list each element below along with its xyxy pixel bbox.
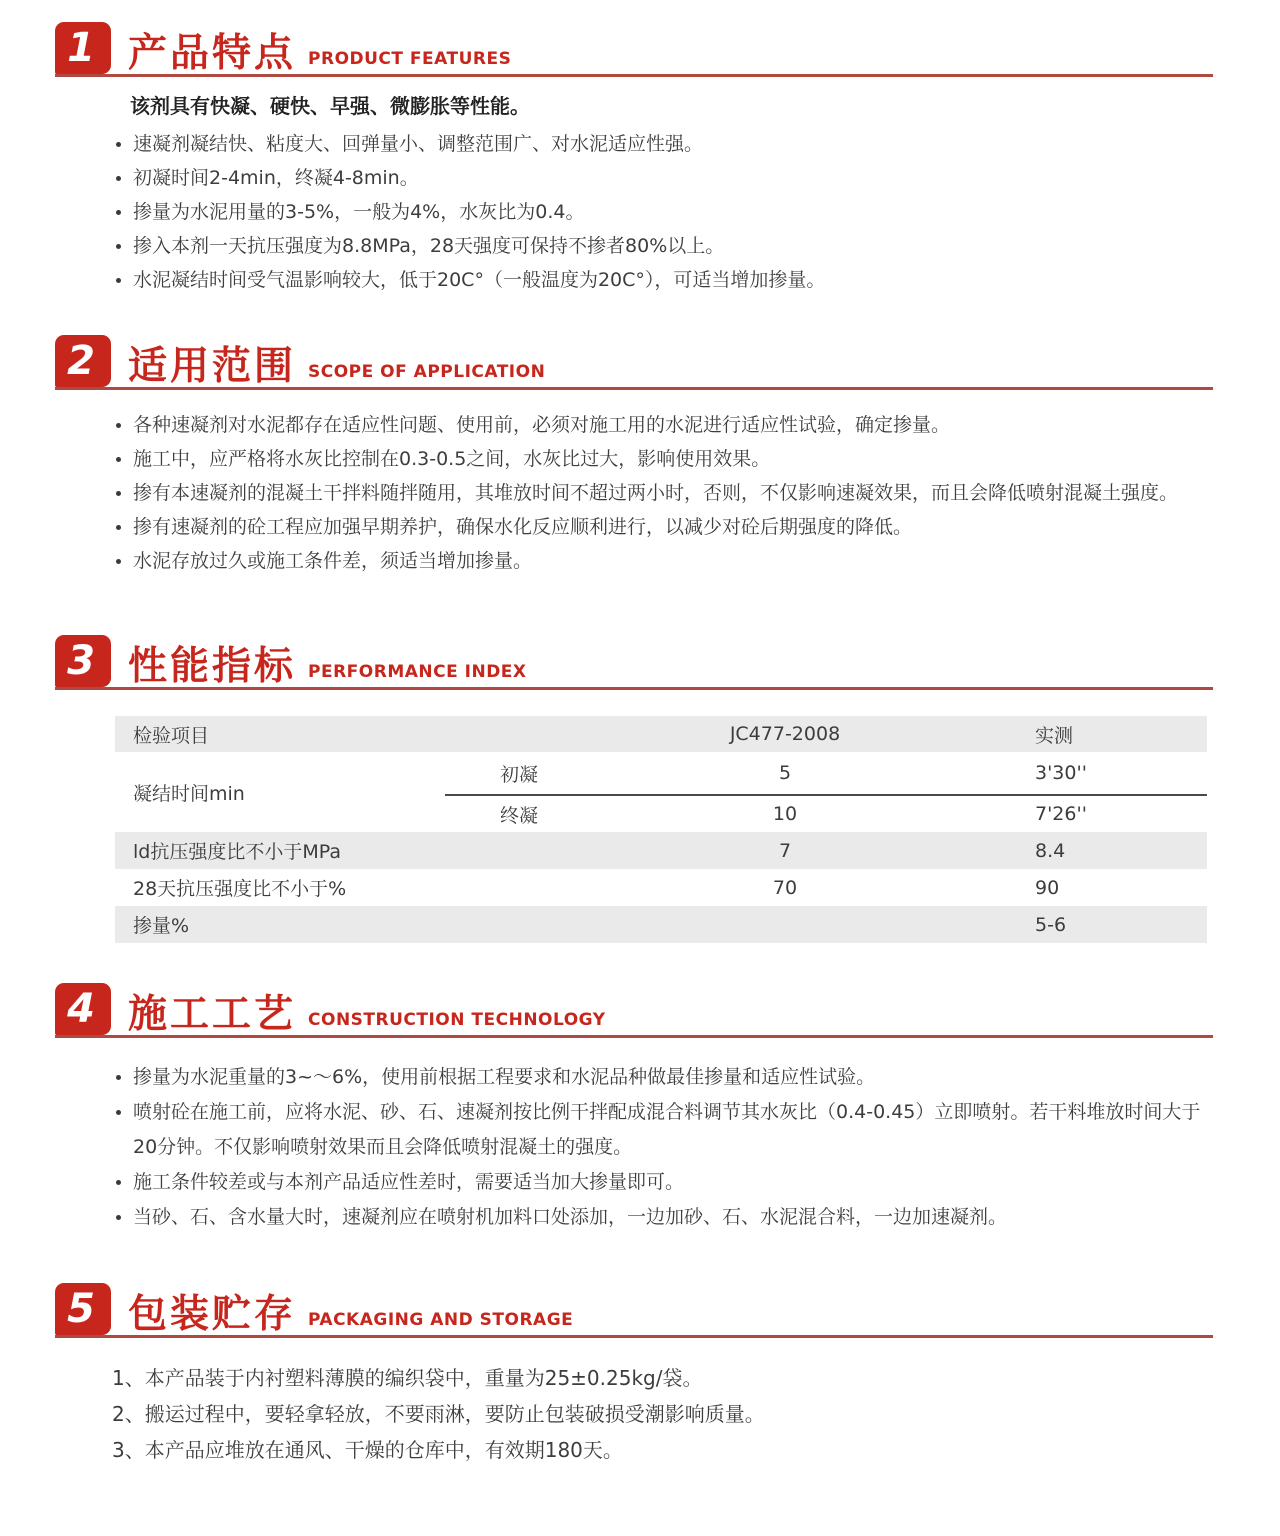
section-construction-technology	[0, 983, 1280, 1235]
bullet-item: 当砂、石、含水量大时，速凝剂应在喷射机加料口处添加，一边加砂、石、水泥混合料，一边加速凝剂。	[112, 1200, 1215, 1235]
table-row	[115, 869, 1207, 906]
cell-measured: 90	[1035, 876, 1060, 899]
numbered-item: 1、本产品装于内衬塑料薄膜的编织袋中，重量为25±0.25kg/袋。	[112, 1366, 703, 1390]
bullet-list	[112, 127, 1215, 297]
bullet-item: 施工中，应严格将水灰比控制在0.3-0.5之间，水灰比过大，影响使用效果。	[112, 442, 1215, 476]
table-row	[115, 832, 1207, 869]
table-header-row	[115, 716, 1207, 752]
section-number: 5	[67, 1286, 95, 1332]
cell-item: 凝结时间min	[133, 782, 245, 805]
section-title-zh: 适用范围	[128, 344, 297, 389]
section-title-en: PRODUCT FEATURES	[308, 49, 512, 69]
section-number: 3	[67, 638, 95, 684]
col-header-item: 检验项目	[133, 724, 210, 747]
bullet-item: 水泥存放过久或施工条件差，须适当增加掺量。	[112, 544, 1215, 578]
section-title-zh: 性能指标	[128, 644, 297, 689]
section-performance-index	[0, 635, 1280, 943]
cell-measured: 8.4	[1035, 839, 1066, 862]
section-header	[55, 22, 1213, 77]
section-header	[55, 1283, 1213, 1338]
numbered-item: 3、本产品应堆放在通风、干燥的仓库中，有效期180天。	[112, 1438, 623, 1462]
numbered-item: 2、搬运过程中，要轻拿轻放，不要雨淋，要防止包装破损受潮影响质量。	[112, 1402, 765, 1426]
bullet-item: 掺量为水泥用量的3-5%，一般为4%，水灰比为0.4。	[112, 195, 1215, 229]
cell-subname: 初凝	[445, 752, 635, 795]
section-product-features	[0, 22, 1280, 297]
bullet-item: 水泥凝结时间受气温影响较大，低于20C°（一般温度为20C°），可适当增加掺量。	[112, 263, 1215, 297]
bullet-item: 施工条件较差或与本剂产品适应性差时，需要适当加大掺量即可。	[112, 1165, 1215, 1200]
section-header	[55, 335, 1213, 390]
section-number-badge	[55, 983, 111, 1035]
bullet-item: 初凝时间2-4min，终凝4-8min。	[112, 161, 1215, 195]
section-number: 2	[67, 338, 95, 384]
section-title-zh: 产品特点	[128, 31, 297, 76]
bullet-item: 速凝剂凝结快、粘度大、回弹量小、调整范围广、对水泥适应性强。	[112, 127, 1215, 161]
col-header-standard: JC477-2008	[729, 723, 841, 745]
cell-measured: 5-6	[1035, 913, 1067, 936]
section-header	[55, 635, 1213, 690]
intro-line: 该剂具有快凝、硬快、早强、微膨胀等性能。	[130, 94, 530, 118]
section-number-badge	[55, 335, 111, 387]
section-title-zh: 施工工艺	[128, 992, 297, 1037]
table-row	[115, 752, 1207, 795]
col-header-sub	[445, 716, 635, 752]
cell-item: ld抗压强度比不小于MPa	[133, 841, 341, 863]
section-title-zh: 包装贮存	[128, 1292, 297, 1337]
cell-item: 28天抗压强度比不小于%	[133, 878, 347, 900]
section-scope-of-application	[0, 335, 1280, 578]
numbered-list	[112, 1360, 1215, 1468]
section-number-badge	[55, 22, 111, 74]
cell-measured: 7'26''	[1035, 803, 1087, 825]
cell-standard: 5	[635, 752, 935, 795]
section-title-en: PERFORMANCE INDEX	[308, 662, 527, 682]
section-number-badge	[55, 635, 111, 687]
cell-item: 掺量%	[133, 915, 190, 937]
section-header	[55, 983, 1213, 1038]
cell-subname: 终凝	[500, 804, 539, 827]
section-title-en: PACKAGING AND STORAGE	[308, 1310, 574, 1330]
section-packaging-and-storage	[0, 1283, 1280, 1468]
bullet-list	[112, 1060, 1215, 1235]
section-number-badge	[55, 1283, 111, 1335]
bullet-item: 喷射砼在施工前，应将水泥、砂、石、速凝剂按比例干拌配成混合料调节其水灰比（0.4-0.45）立即喷射。若干料堆放时间大于20分钟。不仅影响喷射效果而且会降低喷射混凝土的强度。	[112, 1095, 1215, 1165]
section-title-en: CONSTRUCTION TECHNOLOGY	[308, 1010, 606, 1030]
bullet-item: 掺量为水泥重量的3~～6%，使用前根据工程要求和水泥品种做最佳掺量和适应性试验。	[112, 1060, 1215, 1095]
cell-standard	[635, 906, 935, 943]
performance-table	[115, 716, 1207, 943]
col-header-measured: 实测	[1035, 724, 1074, 747]
section-title-en: SCOPE OF APPLICATION	[308, 362, 546, 382]
bullet-item: 掺有本速凝剂的混凝土干拌料随拌随用，其堆放时间不超过两小时，否则，不仅影响速凝效果，而且会降低喷射混凝土强度。	[112, 476, 1215, 510]
section-number: 1	[67, 25, 95, 71]
bullet-item: 掺有速凝剂的砼工程应加强早期养护，确保水化反应顺利进行，以减少对砼后期强度的降低。	[112, 510, 1215, 544]
table-row	[115, 906, 1207, 943]
cell-standard: 10	[772, 803, 798, 825]
bullet-list	[112, 408, 1215, 578]
bullet-item: 掺入本剂一天抗压强度为8.8MPa，28天强度可保持不掺者80%以上。	[112, 229, 1215, 263]
cell-standard: 7	[778, 839, 792, 862]
section-number: 4	[67, 986, 95, 1032]
cell-standard: 70	[772, 876, 798, 899]
cell-measured: 3'30''	[935, 752, 1207, 795]
bullet-item: 各种速凝剂对水泥都存在适应性问题、使用前，必须对施工用的水泥进行适应性试验，确定掺量。	[112, 408, 1215, 442]
